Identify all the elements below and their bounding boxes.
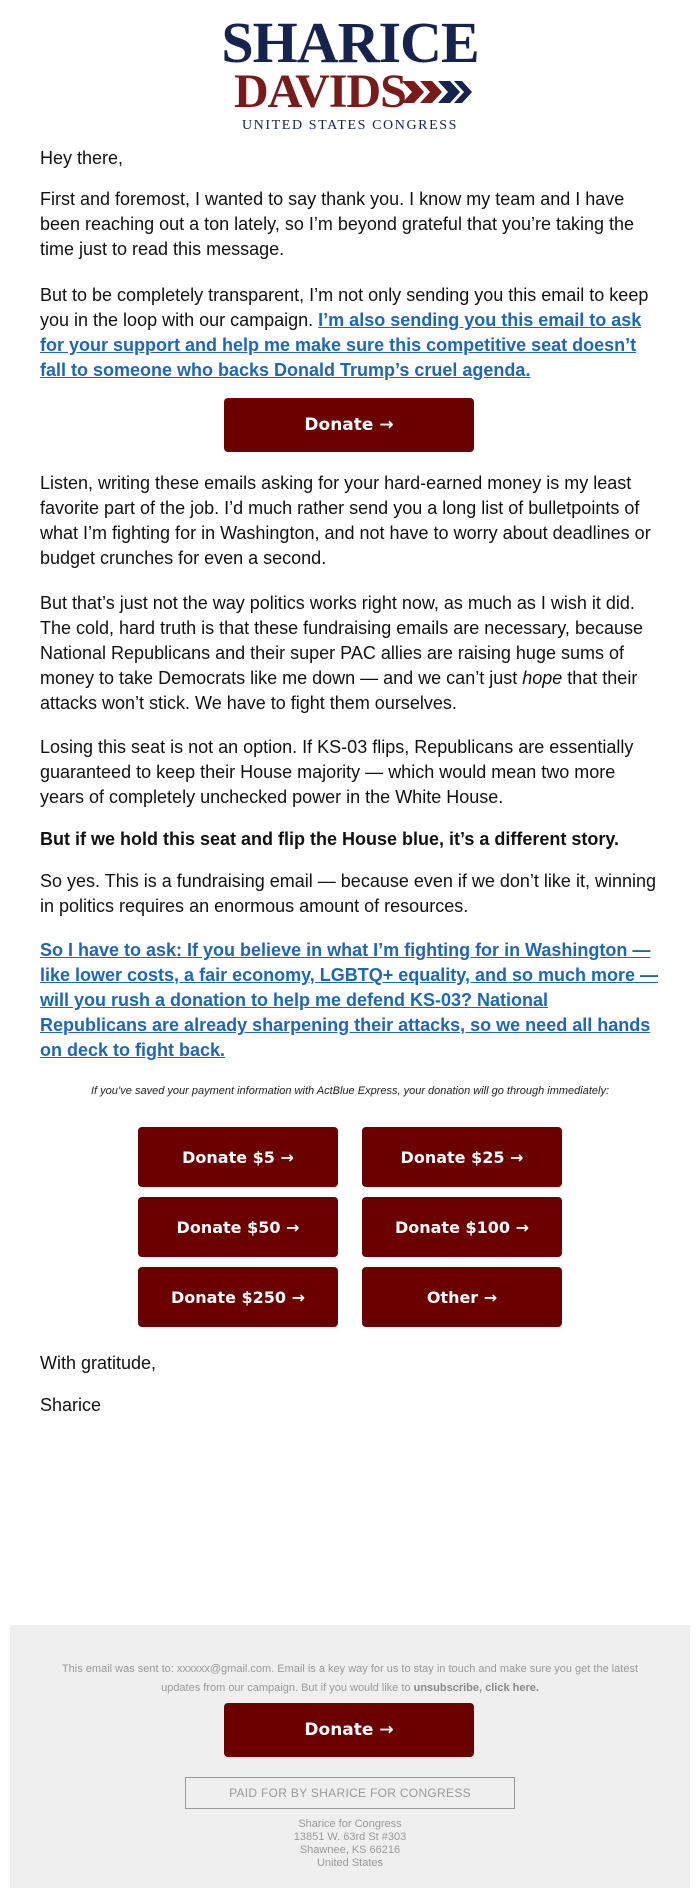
donate-250-button[interactable]: Donate $250 → — [138, 1267, 338, 1327]
paragraph-listen: Listen, writing these emails asking for your hard-earned money is my least favorite part of the job. I’d much rather send you a long list of bulletpoints of what I’m fighting for in Washington, and not have to worry about deadlines or budget crunches for even a second. — [40, 473, 651, 568]
closing: With gratitude, — [40, 1353, 157, 1373]
donate-other-button[interactable]: Other → — [362, 1267, 562, 1327]
chevron-arrows-icon — [402, 81, 472, 103]
footer-sent-suffix: . Email is a key way for us to stay in touch and make sure you get the latest updates from our campaign. But if you would like to — [161, 1663, 639, 1694]
address-line: Shawnee, KS 66216 — [299, 1844, 401, 1856]
paragraph-politics-start: But that’s just not the way politics works right now, as much as I wish it did. The cold, hard truth is that these fundraising emails are necessary, because National Republicans and their super PAC allies are raising huge sums of money to take Democrats like me down — and we can’t just — [40, 593, 643, 688]
paragraph-flip-house: But if we hold this seat and flip the House blue, it’s a different story. — [40, 829, 620, 849]
ask-paragraph — [40, 938, 660, 1063]
donate-100-button[interactable]: Donate $100 → — [362, 1197, 562, 1257]
footer-sent-prefix: This email was sent to: — [61, 1663, 177, 1675]
logo-subtitle: UNITED STATES CONGRESS — [241, 118, 459, 133]
logo-name-line1: SHARICE — [221, 10, 479, 75]
support-link[interactable]: I’m also sending you this email to ask for your support and help me make sure this competitive seat doesn’t fall to someone who backs Donald Trump’s cruel agenda. — [40, 310, 642, 380]
donate-button[interactable]: Donate → — [224, 398, 474, 452]
mailing-address — [10, 1818, 690, 1870]
paragraph-losing-seat: Losing this seat is not an option. If KS-03 flips, Republicans are essentially guaranteed to keep their House majority — which would mean two more years of completely unchecked power in the White House. — [40, 737, 634, 807]
paid-for-disclaimer: PAID FOR BY SHARICE FOR CONGRESS — [185, 1777, 515, 1809]
footer — [10, 1625, 690, 1888]
donate-5-button[interactable]: Donate $5 → — [138, 1127, 338, 1187]
footer-disclaimer — [50, 1660, 650, 1698]
paragraph-thank-you: First and foremost, I wanted to say thank you. I know my team and I have been reaching out a ton lately, so I’m beyond grateful that you’re taking the time just to read this message. — [40, 189, 635, 259]
paragraph-transparent — [40, 283, 660, 383]
recipient-email: xxxxxx@gmail.com — [176, 1663, 272, 1675]
logo-name-line2: DAVIDS — [234, 65, 406, 118]
signature: Sharice — [40, 1395, 102, 1415]
unsubscribe-link[interactable]: unsubscribe, click here. — [413, 1682, 539, 1694]
donate-50-button[interactable]: Donate $50 → — [138, 1197, 338, 1257]
hope-emphasis: hope — [522, 668, 563, 688]
address-line: United States — [316, 1857, 384, 1869]
greeting: Hey there, — [40, 148, 124, 168]
paragraph-fundraising: So yes. This is a fundraising email — because even if we don’t like it, winning in politics requires an enormous amount of resources. — [40, 871, 656, 916]
address-line: Sharice for Congress — [298, 1818, 402, 1830]
paragraph-politics — [40, 591, 660, 716]
address-line: 13851 W. 63rd St #303 — [293, 1831, 407, 1843]
campaign-logo — [0, 10, 700, 134]
paragraph-transparent-text: But to be completely transparent, I’m not only sending you this email to keep you in the loop with our campaign. — [40, 285, 649, 330]
actblue-express-note: If you’ve saved your payment information with ActBlue Express, your donation will go through immediately: — [90, 1085, 610, 1097]
ask-donation-link[interactable]: So I have to ask: If you believe in what I’m fighting for in Washington — like lower costs, a fair economy, LGBTQ+ equality, and so much more — will you rush a donation to help me defend KS-03? National Republicans are already sharpening their attacks, so we need all hands on deck to fight back. — [40, 940, 658, 1060]
paragraph-politics-end: that their attacks won’t stick. We have to fight them ourselves. — [40, 668, 638, 713]
donate-25-button[interactable]: Donate $25 → — [362, 1127, 562, 1187]
footer-donate-button[interactable]: Donate → — [224, 1703, 474, 1757]
